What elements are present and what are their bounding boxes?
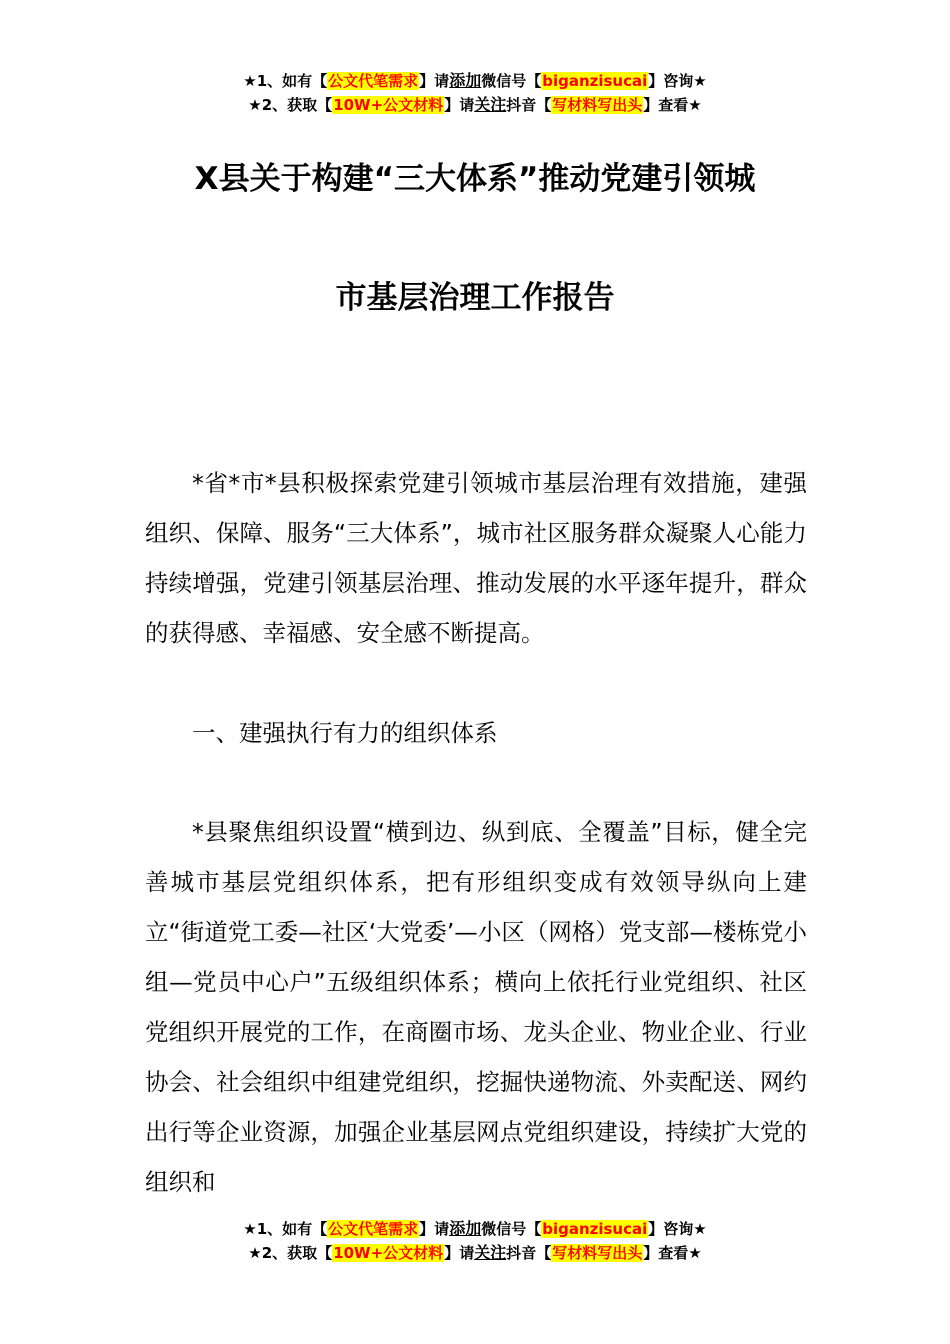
section-heading-1 <box>145 708 807 758</box>
footer-line1-highlight-service: 公文代笔需求 <box>328 1220 419 1238</box>
header-line2-underlined: 关注 <box>474 95 507 114</box>
footer-line2-mid1: 】请 <box>444 1244 475 1262</box>
header-line1-suffix: 】咨询★ <box>648 72 707 90</box>
section-heading-1-text: 一、建强执行有力的组织体系 <box>192 719 498 747</box>
header-line2-prefix: ★2、获取【 <box>248 96 333 114</box>
footer-banner-line-2 <box>0 1241 950 1265</box>
header-line2-mid1: 】请 <box>444 96 475 114</box>
footer-line2-mid2: 抖音【 <box>506 1244 552 1262</box>
header-line1-underlined: 添加 <box>449 71 482 90</box>
footer-banner-line-1 <box>0 1217 950 1241</box>
footer-line1-suffix: 】咨询★ <box>648 1220 707 1238</box>
footer-line1-prefix: ★1、如有【 <box>243 1220 328 1238</box>
footer-line1-highlight-wechat-id: biganzisucai <box>542 1220 648 1238</box>
header-line1-mid1: 】请 <box>419 72 450 90</box>
header-line2-highlight-douyin-account: 写材料写出头 <box>552 96 643 114</box>
header-line1-mid2: 微信号【 <box>481 72 542 90</box>
document-title-line-2: 市基层治理工作报告 <box>335 280 615 316</box>
footer-line2-suffix: 】查看★ <box>643 1244 702 1262</box>
footer-line1-underlined: 添加 <box>449 1219 482 1238</box>
footer-line2-prefix: ★2、获取【 <box>248 1244 333 1262</box>
intro-paragraph-text: *省*市*县积极探索党建引领城市基层治理有效措施，建强组织、保障、服务“三大体系”，城市社区服务群众凝聚人心能力持续增强，党建引领基层治理、推动发展的水平逐年提升，群众的获得感、幸福感、安全感不断提高。 <box>145 469 807 647</box>
header-line2-mid2: 抖音【 <box>506 96 552 114</box>
footer-line1-mid2: 微信号【 <box>481 1220 542 1238</box>
intro-paragraph <box>145 458 807 658</box>
header-banner <box>0 69 950 117</box>
header-line2-suffix: 】查看★ <box>643 96 702 114</box>
footer-line1-mid1: 】请 <box>419 1220 450 1238</box>
header-line1-highlight-wechat-id: biganzisucai <box>542 72 648 90</box>
footer-line2-highlight-douyin-account: 写材料写出头 <box>552 1244 643 1262</box>
footer-banner <box>0 1217 950 1265</box>
header-line1-prefix: ★1、如有【 <box>243 72 328 90</box>
header-line1-highlight-service: 公文代笔需求 <box>328 72 419 90</box>
document-title-line-1: X县关于构建“三大体系”推动党建引领城 <box>194 161 756 197</box>
footer-line2-highlight-materials: 10W+公文材料 <box>333 1244 444 1262</box>
footer-line2-underlined: 关注 <box>474 1243 507 1262</box>
header-banner-line-2 <box>0 93 950 117</box>
section-1-paragraph <box>145 807 807 1207</box>
header-line2-highlight-materials: 10W+公文材料 <box>333 96 444 114</box>
header-banner-line-1 <box>0 69 950 93</box>
section-1-paragraph-text: *县聚焦组织设置“横到边、纵到底、全覆盖”目标，健全完善城市基层党组织体系，把有形组织变成有效领导纵向上建立“街道党工委—社区‘大党委’—小区（网格）党支部—楼栋党小组—党员中心户”五级组织体系；横向上依托行业党组织、社区党组织开展党的工作，在商圈市场、龙头企业、物业企业、行业协会、社会组织中组建党组织，挖掘快递物流、外卖配送、网约出行等企业资源，加强企业基层网点党组织建设，持续扩大党的组织和 <box>145 818 807 1196</box>
